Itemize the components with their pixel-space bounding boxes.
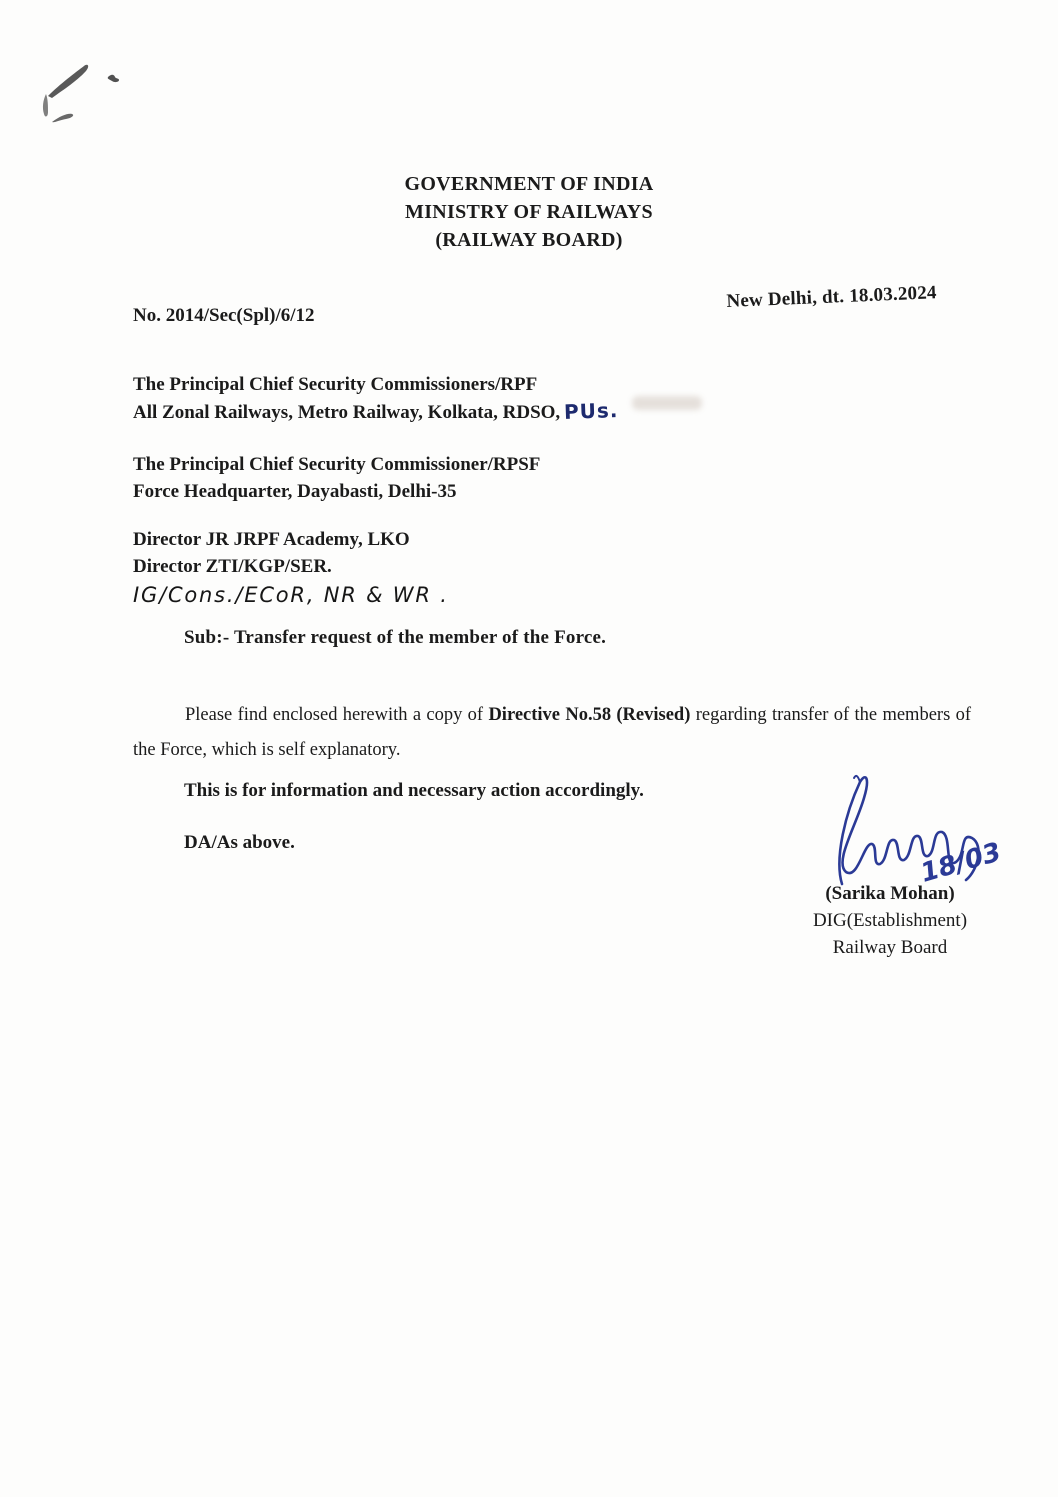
addressee-line: Director JR JRPF Academy, LKO	[133, 529, 410, 550]
reference-number: No. 2014/Sec(Spl)/6/12	[133, 305, 315, 326]
addressee-line: Force Headquarter, Dayabasti, Delhi-35	[133, 481, 457, 502]
addressee-line: The Principal Chief Security Commissioners/RPF	[133, 374, 538, 395]
signature-scribble	[812, 772, 1007, 892]
subject-line: Sub:- Transfer request of the member of the Force.	[184, 627, 607, 648]
addressee-line: All Zonal Railways, Metro Railway, Kolkata, RDSO, PUs.	[133, 398, 619, 424]
signatory-designation: DIG(Establishment)	[812, 910, 968, 931]
handwritten-addressee: IG/Cons./ECoR, NR & WR .	[133, 583, 449, 607]
body-paragraph-2: This is for information and necessary action accordingly.	[184, 780, 644, 801]
addressee-directors	[133, 526, 410, 580]
scan-ghost-text-smudge	[632, 396, 702, 410]
scan-ink-smudge	[30, 50, 150, 160]
body-paragraph-1	[133, 698, 971, 768]
para1-text: Please find enclosed herewith a copy of	[185, 705, 484, 725]
signatory-name: (Sarika Mohan)	[825, 883, 955, 904]
signatory-organization: Railway Board	[832, 937, 948, 958]
letterhead-board: (RAILWAY BOARD)	[435, 229, 623, 251]
para1-text: regarding transfer of the members of the Force, which is self explanatory.	[133, 705, 972, 760]
letterhead-country: GOVERNMENT OF INDIA	[404, 173, 654, 195]
letterhead-ministry: MINISTRY OF RAILWAYS	[405, 201, 653, 223]
addressee-line: Director ZTI/KGP/SER.	[133, 556, 332, 577]
addressee-rpsf	[133, 451, 540, 505]
signature-handwritten-date: 18/03	[917, 837, 1005, 889]
letterhead	[0, 170, 1058, 254]
enclosure-line: DA/As above.	[184, 832, 295, 853]
place-and-date: New Delhi, dt. 18.03.2024	[726, 282, 938, 313]
signature-block	[790, 880, 990, 961]
handwritten-pus: PUs.	[563, 398, 619, 424]
addressee-rpf	[133, 371, 619, 426]
addressee-line: The Principal Chief Security Commissioner/RPSF	[133, 454, 541, 475]
para1-directive-bold: Directive No.58 (Revised)	[488, 705, 691, 725]
